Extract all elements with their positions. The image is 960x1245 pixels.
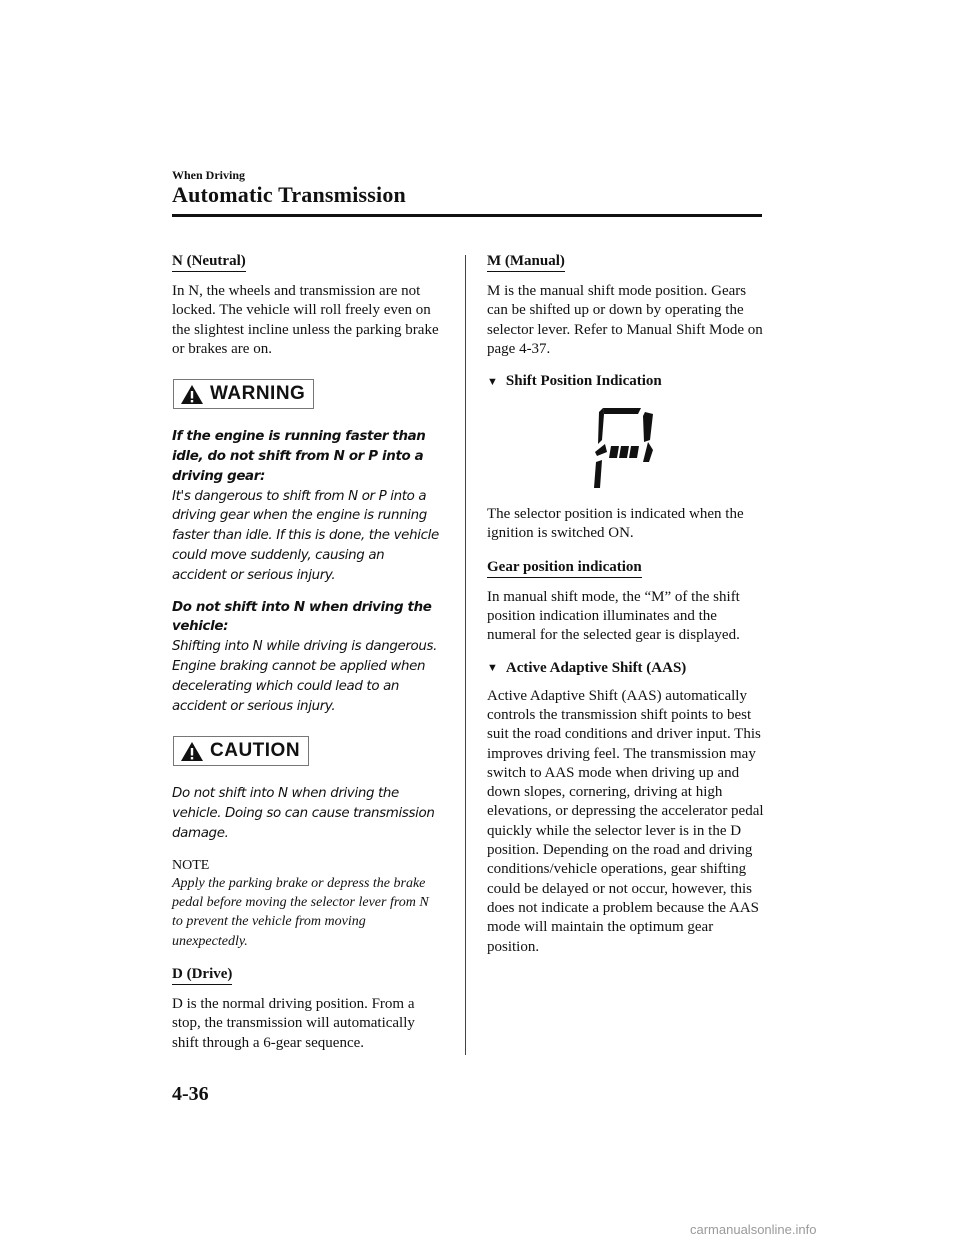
note-text: Apply the parking brake or depress the brake pedal before moving the selector lever from N to prevent the vehicle from moving unexpectedly. [172, 875, 429, 949]
manual-heading: M (Manual) [487, 253, 565, 272]
warning-1-title: If the engine is running faster than idle, do not shift from N or P into a driving gear: [172, 429, 426, 484]
drive-heading: D (Drive) [172, 966, 232, 985]
warning-1-text: It's dangerous to shift from N or P into a driving gear when the engine is running faster than idle. If this is done, the vehicle could move suddenly, causing an accident or serious injury. [172, 488, 439, 583]
neutral-text: In N, the wheels and transmission are not locked. The vehicle will roll freely even on the slightest incline unless the parking brake or brakes are on. [172, 283, 439, 357]
section-label: When Driving [172, 168, 246, 182]
gear-p-indicator-icon [591, 404, 657, 490]
shift-indication-heading-text: Shift Position Indication [505, 373, 662, 390]
aas-heading [487, 660, 765, 677]
page-title: Automatic Transmission [172, 182, 406, 207]
section-triangle-icon: ▼ [487, 375, 498, 388]
page-number: 4-36 [172, 1083, 209, 1105]
caution-badge [173, 736, 309, 766]
gear-position-heading: Gear position indication [487, 559, 642, 578]
header-rule [172, 214, 762, 217]
note-label: NOTE [172, 857, 210, 873]
neutral-heading: N (Neutral) [172, 253, 246, 272]
warning-label: WARNING [210, 383, 306, 405]
left-column [172, 252, 440, 1067]
gear-position-text: In manual shift mode, the “M” of the shift position indication illuminates and the numeral for the selected gear is displayed. [487, 588, 740, 644]
warning-2-title: Do not shift into N when driving the vehicle: [172, 599, 432, 635]
aas-text: Active Adaptive Shift (AAS) automatically controls the transmission shift points to best suit the road conditions and driver input. This improves driving feel. The transmission may switch to AAS mode when driving up and down slopes, cornering, driving at high elevations, or depressing the accelerator pedal quickly while the selector lever is in the D position. Depending on the road and driving conditions/vehicle operations, gear shifting could be delayed or not occur, however, this does not indicate a problem because the AAS mode will maintain the optimum gear position. [487, 687, 764, 955]
drive-text: D is the normal driving position. From a stop, the transmission will automatically shift through a 6-gear sequence. [172, 995, 415, 1051]
column-divider [465, 255, 466, 1055]
section-triangle-icon: ▼ [487, 662, 498, 675]
aas-heading-text: Active Adaptive Shift (AAS) [505, 659, 687, 676]
warning-item-2 [172, 598, 440, 717]
manual-text: M is the manual shift mode position. Gears can be shifted up or down by operating the selector lever. Refer to Manual Shift Mode on page 4-37. [487, 283, 763, 357]
warning-triangle-icon [180, 384, 204, 405]
watermark: carmanualsonline.info [690, 1222, 817, 1237]
caution-triangle-icon [180, 741, 204, 762]
caution-text: Do not shift into N when driving the vehicle. Doing so can cause transmission damage. [172, 786, 435, 841]
shift-indication-text: The selector position is indicated when the ignition is switched ON. [487, 506, 744, 542]
shift-indication-heading [487, 373, 765, 390]
warning-badge [173, 379, 314, 409]
warning-item-1 [172, 427, 440, 585]
caution-label: CAUTION [210, 740, 301, 762]
warning-2-text: Shifting into N while driving is dangerous. Engine braking cannot be applied when decelerating which could lead to an accident or serious injury. [172, 639, 438, 714]
right-column [487, 252, 765, 971]
